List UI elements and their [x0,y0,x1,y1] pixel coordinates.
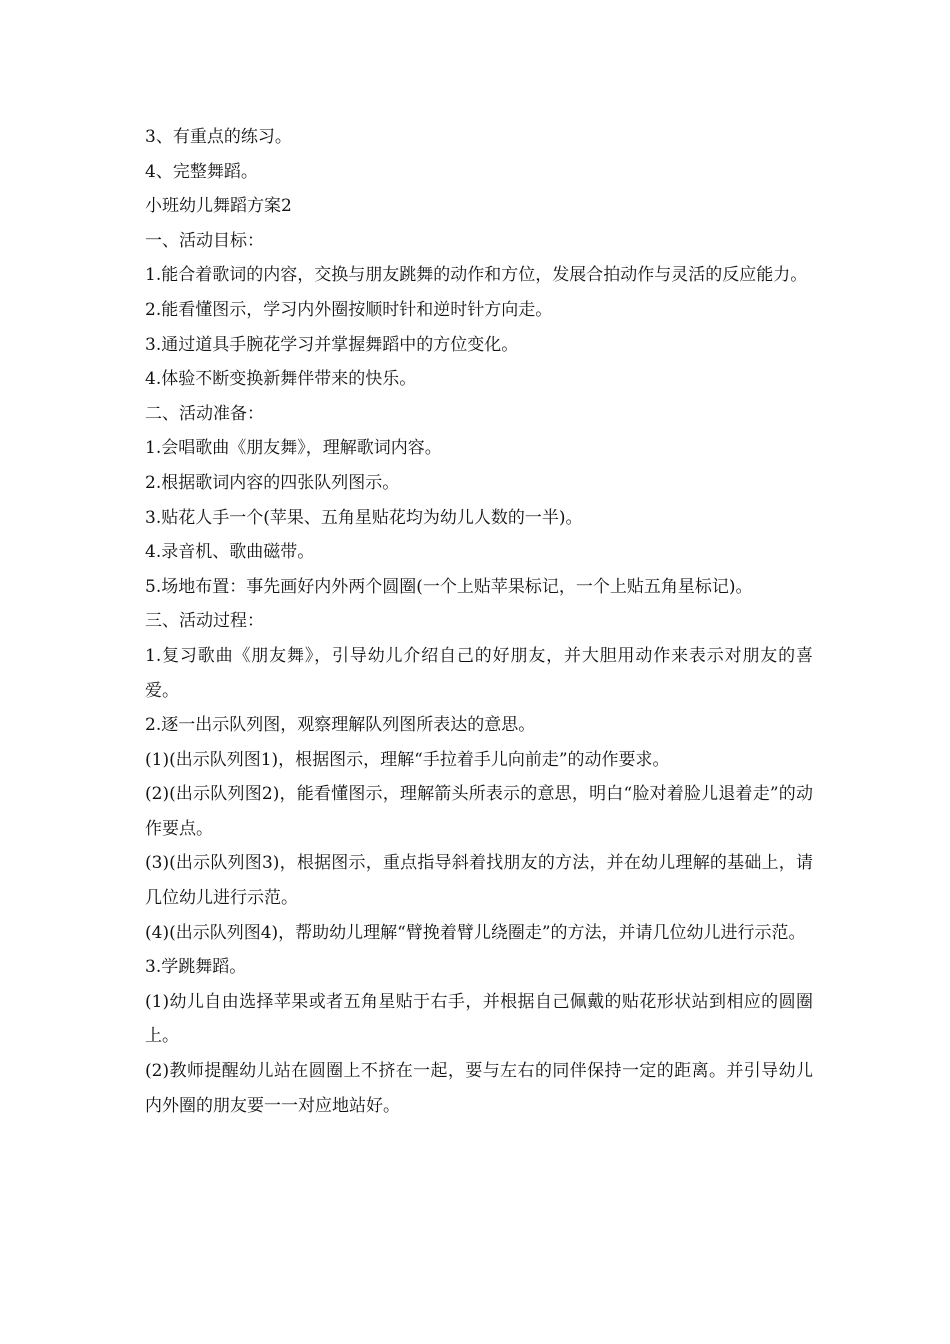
paragraph-1: 3、有重点的练习。 [145,127,292,147]
heading-process: 三、活动过程： [145,611,264,632]
paragraph-8: 4.体验不断变换新舞伴带来的快乐。 [145,369,417,390]
paragraph-18: (1)(出示队列图1)，根据图示，理解“手拉着手儿向前走”的动作要求。 [145,749,670,770]
paragraph-17: 2.逐一出示队列图，观察理解队列图所表达的意思。 [145,715,536,736]
paragraph-24: (2)教师提醒幼儿站在圆圈上不挤在一起，要与左右的同伴保持一定的距离。并引导幼儿内外圈的朋友要一一对应地站好。 [145,1061,813,1116]
paragraph-14: 5.场地布置：事先画好内外两个圆圈(一个上贴苹果标记，一个上贴五角星标记)。 [145,576,753,597]
paragraph-13: 4.录音机、歌曲磁带。 [145,542,315,563]
paragraph-19: (2)(出示队列图2)，能看懂图示，理解箭头所表示的意思，明白“脸对着脸儿退着走”的动作要点。 [145,784,813,839]
paragraph-11: 2.根据歌词内容的四张队列图示。 [145,472,400,493]
paragraph-6: 2.能看懂图示，学习内外圈按顺时针和逆时针方向走。 [145,299,553,320]
paragraph-7: 3.通过道具手腕花学习并掌握舞蹈中的方位变化。 [145,334,519,355]
document-body [145,120,813,1123]
paragraph-20: (3)(出示队列图3)，根据图示，重点指导斜着找朋友的方法，并在幼儿理解的基础上，请几位幼儿进行示范。 [145,853,813,909]
paragraph-5: 1.能合着歌词的内容，交换与朋友跳舞的动作和方位，发展合拍动作与灵活的反应能力。 [145,265,808,286]
paragraph-21: (4)(出示队列图4)，帮助幼儿理解“臂挽着臂儿绕圈走”的方法，并请几位幼儿进行示范。 [145,922,806,943]
section-title: 小班幼儿舞蹈方案2 [145,196,292,217]
heading-preparation: 二、活动准备： [145,403,264,424]
paragraph-2: 4、完整舞蹈。 [145,161,258,182]
paragraph-12: 3.贴花人手一个(苹果、五角星贴花均为幼儿人数的一半)。 [145,507,583,528]
paragraph-10: 1.会唱歌曲《朋友舞》，理解歌词内容。 [145,438,442,459]
paragraph-16: 1.复习歌曲《朋友舞》，引导幼儿介绍自己的好朋友，并大胆用动作来表示对朋友的喜爱。 [145,645,813,701]
paragraph-23: (1)幼儿自由选择苹果或者五角星贴于右手，并根据自己佩戴的贴花形状站到相应的圆圈上。 [145,991,813,1047]
paragraph-22: 3.学跳舞蹈。 [145,957,247,978]
heading-goals: 一、活动目标： [145,230,264,251]
